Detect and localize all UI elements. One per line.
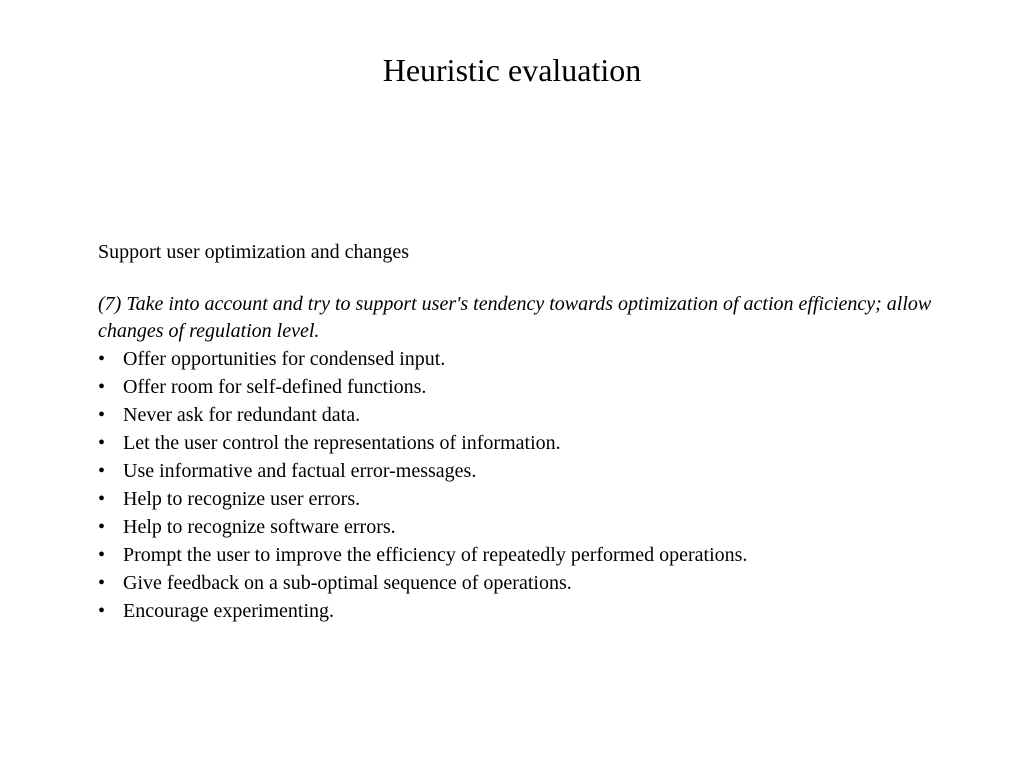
- list-item-text: Prompt the user to improve the efficiency of repeatedly performed operations.: [123, 544, 748, 566]
- spacer: [98, 266, 938, 291]
- list-item-text: Offer room for self-defined functions.: [123, 376, 427, 398]
- bullet-icon: •: [98, 516, 106, 538]
- bullet-icon: •: [98, 376, 106, 398]
- guideline-list: [98, 345, 938, 625]
- bullet-icon: •: [98, 600, 106, 622]
- list-item-text: Give feedback on a sub-optimal sequence of operations.: [123, 572, 572, 594]
- list-item-text: Never ask for redundant data.: [123, 404, 361, 426]
- list-item: [98, 345, 938, 373]
- list-item: [98, 569, 938, 597]
- bullet-icon: •: [98, 348, 106, 370]
- slide-content: [98, 239, 938, 625]
- section-subtitle: Support user optimization and changes: [98, 241, 410, 263]
- bullet-icon: •: [98, 432, 106, 454]
- list-item-text: Use informative and factual error-messages.: [123, 460, 477, 482]
- principle-statement: (7) Take into account and try to support user's tendency towards optimization of action efficiency; allow changes of regulation level.: [98, 293, 932, 342]
- list-item: [98, 485, 938, 513]
- list-item-text: Let the user control the representations of information.: [123, 432, 561, 454]
- list-item: [98, 597, 938, 625]
- bullet-icon: •: [98, 404, 106, 426]
- list-item-text: Help to recognize software errors.: [123, 516, 396, 538]
- bullet-icon: •: [98, 572, 106, 594]
- bullet-icon: •: [98, 460, 106, 482]
- bullet-icon: •: [98, 544, 106, 566]
- list-item-text: Encourage experimenting.: [123, 600, 335, 622]
- list-item-text: Offer opportunities for condensed input.: [123, 348, 446, 370]
- bullet-icon: •: [98, 488, 106, 510]
- slide-title: Heuristic evaluation: [382, 52, 642, 88]
- list-item: [98, 373, 938, 401]
- list-item: [98, 513, 938, 541]
- list-item-text: Help to recognize user errors.: [123, 488, 361, 510]
- list-item: [98, 429, 938, 457]
- list-item: [98, 457, 938, 485]
- list-item: [98, 401, 938, 429]
- list-item: [98, 541, 938, 569]
